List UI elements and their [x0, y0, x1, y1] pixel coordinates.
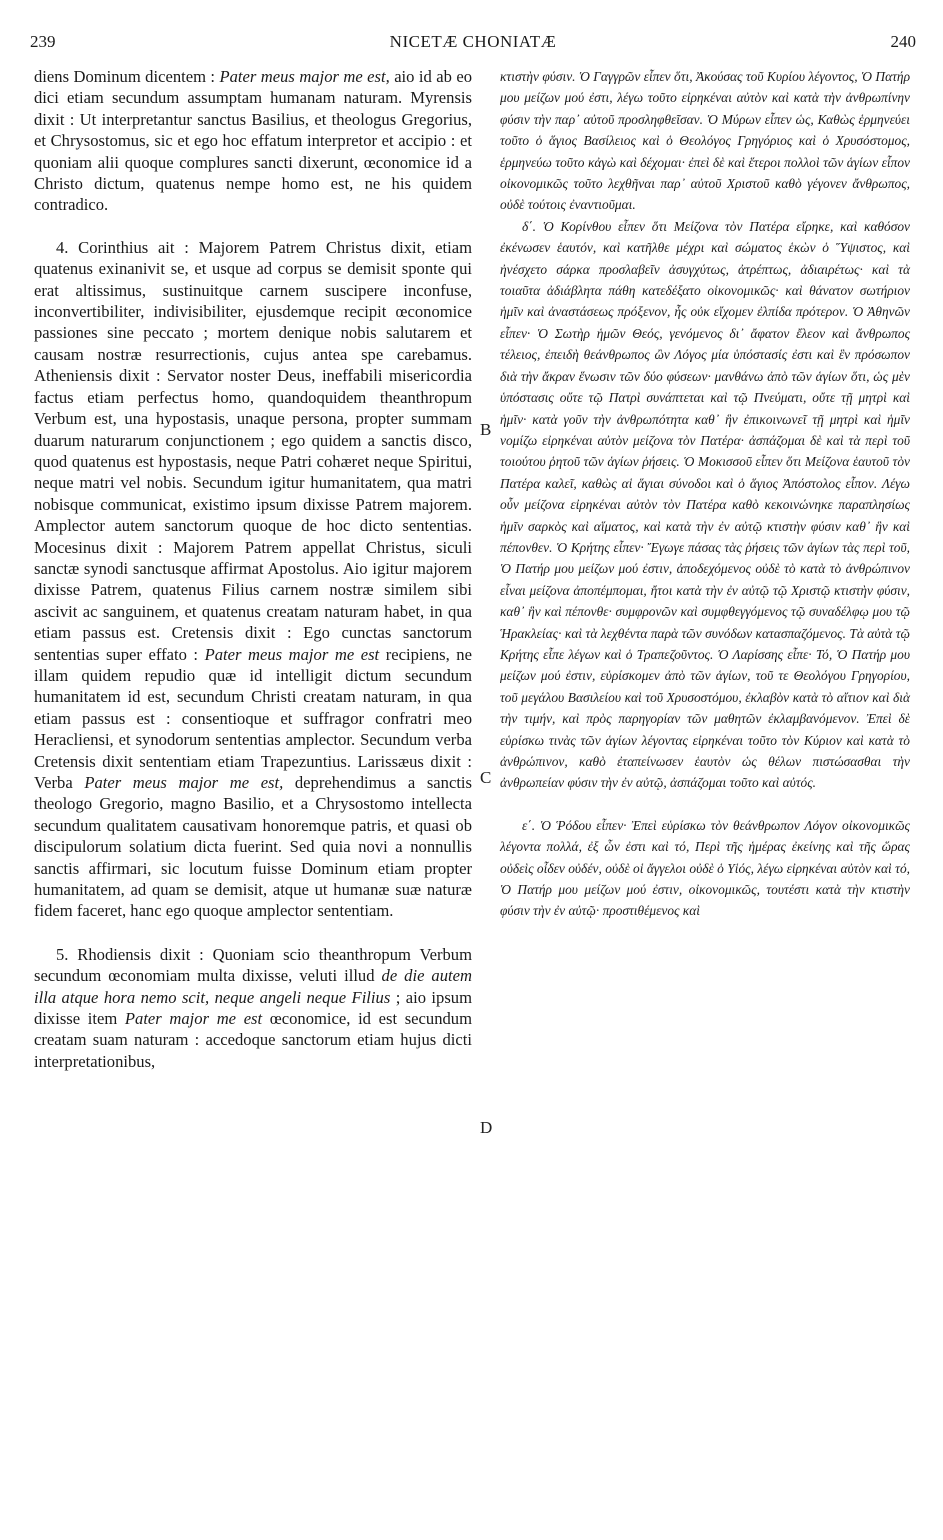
latin-text: diens Dominum dicentem :: [34, 67, 220, 86]
latin-italic-quote: Pater major me est: [124, 1009, 263, 1029]
greek-paragraph-3: ε΄. Ὁ Ῥόδου εἶπεν· Ἐπεὶ εὑρίσκω τὸν θεάνθρωπον Λόγον οἰκονομικῶς λέγοντα πολλά, ἐξ ὧν ἐστι καὶ τό, Περὶ τῆς ἡμέρας ἐκείνης καὶ τῆς ὥρας οὐδεὶς οἶδεν οὐδέν, οὐδὲ οἱ ἄγγελοι οὐδὲ ὁ Υἱός, λέγω εἰρηκέναι αὐτὸν καὶ τό, Ὁ Πατήρ μου μείζων μού ἐστιν, οἰκονομικῶς, τουτέστι κατὰ τὴν κτιστὴν φύσιν τὴν ἐν αὐτῷ· προστιθέμενος καὶ: [500, 817, 910, 919]
latin-paragraph-1: [34, 66, 472, 216]
latin-text: 4. Corinthius ait : Majorem Patrem Christus dixit, etiam quatenus exinanivit se, et usque ad corpus se demisit sponte qui erat altissimus, sustinuitque carnem suscipere inconfuse, inconvertibiliter, indivisibiliter, ejusdemque recipit œconomice passiones sine peccato ; mortem denique nobis salutarem et causam nostræ resurrectionis, cujus antea spe carebamus. Atheniensis dixit : Servator noster Deus, ineffabili misericordia factus etiam perfectus homo, quandoquidem theanthropum Verbum est, una hypostasis, unaque persona, propter summam duarum naturarum conjunctionem ; ego quidem a sanctis disco, quod quatenus est hypostasis, neque Patri cohæret neque Spiritui, neque matri vel nobis. Secundum igitur humanitatem, qua matri nobisque communicat, existimo ipsum dixisse Patrem majorem. Amplector autem sanctorum quoque de hoc dicto sententias. Mocesinus dixit : Majorem Patrem appellat Christus, siculi sanctæ synodi sanctusque affirmat Apostolus. Aio igitur majorem dixisse Patrem, quatenus Filius carnem nostræ similem sibi ascivit ac sanguinem, et quatenus creatam naturam habet, in qua etiam passus est. Cretensis dixit : Ego cunctas sanctorum sententias super effato :: [34, 237, 472, 664]
latin-italic-quote: Pater meus major me est,: [219, 67, 390, 86]
greek-paragraph-1: κτιστὴν φύσιν. Ὁ Γαγγρῶν εἶπεν ὅτι, Ἀκούσας τοῦ Κυρίου λέγοντος, Ὁ Πατήρ μου μείζων μού ἐστι, λέγω τοῦτο εἰρηκέναι αὐτὸν καὶ κατὰ τὴν ἀνθρωπίνην φύσιν τὴν παρ᾽ αὐτοῦ προσληφθεῖσαν. Ὁ Μύρων εἶπεν ὡς, Καθὼς ἑρμηνεύει τοῦτο ὁ ἅγιος Βασίλειος καὶ ὁ Θεολόγος Γρηγόριος καὶ ὁ Χρυσόστομος, ἑρμηνεύω τοῦτο κἀγὼ καὶ δέχομαι· ἐπεὶ δὲ καὶ ἕτεροι πολλοὶ τῶν ἁγίων εἶπον οἰκονομικῶς τοῦτο λεχθῆναι παρ᾽ αὐτοῦ Χριστοῦ καθὸ γέγονεν ἄνθρωπος, οὐδὲ τούτοις ἐναντιοῦμαι.: [500, 69, 910, 213]
latin-text: œconomice, id est secundum creatam suam naturam : accedoque sanctorum etiam hujus dicti interpretationibus,: [34, 1009, 472, 1071]
latin-text: recipiens, ne illam quidem repudio quæ id intelligit dictum secundum humanitatem id est, secundum Christi creatam naturam, in qua etiam passus est : consentioque et suffragor confratri meo Heracliensi, et synodorum sententias amplector. Secundum verba Cretensis dixit sententiam etiam Trapezuntius. Larissæus dixit : Verba: [34, 644, 472, 792]
latin-paragraph-2: [34, 237, 472, 922]
margin-letter-d: D: [480, 1118, 493, 1137]
margin-letter-b: B: [480, 420, 492, 439]
latin-italic-quote: Pater meus major me est,: [84, 773, 284, 792]
greek-paragraph-2: δ΄. Ὁ Κορίνθου εἶπεν ὅτι Μείζονα τὸν Πατέρα εἴρηκε, καὶ καθόσον ἐκένωσεν ἑαυτόν, καὶ κατῆλθε μέχρι καὶ σώματος ἑκὼν ὁ Ὕψιστος, καὶ ἠνέσχετο σάρκα προσλαβεῖν ἀσυγχύτως, ἀτρέπτως, ἀδιαιρέτως· καὶ τὰ τοιαῦτα ἀδιάβλητα πάθη κατεδέξατο οἰκονομικῶς· καὶ θάνατον σωτήριον ἡμῖν καὶ ἀναστάσεως πρόξενον, ἧς οὐκ εἴχομεν ἐλπίδα πρότερον. Ὁ Ἀθηνῶν εἶπεν· Ὁ Σωτὴρ ἡμῶν Θεός, γενόμενος δι᾽ ἄφατον ἔλεον καὶ ἄνθρωπος τέλειος, ἐπειδὴ θεάνθρωπος ὢν Λόγος μία ὑπόστασίς ἐστι καὶ ἓν πρόσωπον διὰ τὴν ἄκραν ἕνωσιν τῶν δύο φύσεων· μανθάνω ἀπὸ τῶν ἁγίων ὅτι, ὡς μὲν ὑπόστασις οὔτε τῷ Πατρὶ συνάπτεται καὶ τῷ Πνεύματι, οὔτε τῇ μητρὶ καὶ ἡμῖν· κατὰ γοῦν τὴν ἀνθρωπότητα καθ᾽ ἣν ἐπικοινωνεῖ τῇ μητρὶ καὶ ἡμῖν νομίζω εἰρηκέναι αὐτὸν μείζονα τὸν Πατέρα· ἀσπάζομαι δὲ καὶ τὰ περὶ τοῦ τοιούτου ῥητοῦ τῶν ἁγίων ῥήσεις. Ὁ Μοκισσοῦ εἶπεν ὅτι Μείζονα ἑαυτοῦ τὸν Πατέρα καλεῖ, καθὼς αἱ ἅγιαι σύνοδοι καὶ ὁ ἅγιος Ἀπόστολος εἶπον. Λέγω οὖν μείζονα εἰρηκέναι αὐτὸν τὸν Πατέρα καθὸ κεκοινώνηκε παραπλησίως ἡμῖν σαρκὸς καὶ αἵματος, καὶ κατὰ τὴν ἐν αὐτῷ κτιστὴν φύσιν καθ᾽ ἣν καὶ πέπονθεν. Ὁ Κρήτης εἶπεν· Ἔγωγε πάσας τὰς ῥήσεις τῶν ἁγίων τὰς περὶ τοῦ, Ὁ Πατήρ μου μείζων μού ἐστιν, ἀποδεχόμενος οὐδὲ τὸ κατὰ τὸ ἀνθρώπινον εἶναι μείζονα ἀποπέμπομαι, ἤτοι κατὰ τὴν ἐν αὐτῷ τῷ Χριστῷ κτιστὴν φύσιν, καθ᾽ ἣν καὶ πέπονθε· συμφρονῶν καὶ συμφθεγγόμενος τῷ συναδέλφῳ μου τῷ Ἡρακλείας· καὶ τὰ λεχθέντα παρὰ τῶν συνόδων κατασπαζόμενος. Τὰ αὐτὰ τῷ Κρήτης εἶπε λέγων καὶ ὁ Τραπεζοῦντος. Ὁ Λαρίσσης εἶπε· Τό, Ὁ Πατήρ μου μείζων μού ἐστιν, εὑρίσκομεν ἀπὸ τῶν ἁγίων, τοῦ τε Θεολόγου Γρηγορίου, τοῦ μεγάλου Βασιλείου καὶ τοῦ Χρυσοστόμου, ἐκλαβὸν κατὰ τὸ αἴτιον καὶ διὰ τὴν τιμήν, καὶ πρὸς παρηγορίαν τῶν μαθητῶν ἐκλαμβανόμενον. Ἐπεὶ δὲ εὑρίσκω τινὰς τῶν ἁγίων λέγοντας εἰρηκέναι τοῦτο τὸν Κύριον καὶ κατὰ τὸ ἀνθρώπινον, καθὸ ἐταπείνωσεν ἑαυτὸν ὡς θέλων πιστώσασθαι τὴν ἀνθρωπείαν φύσιν τὴν ἐν αὐτῷ, ἀσπάζομαι τοῦτο καὶ αὐτός.: [500, 218, 910, 791]
latin-text: 5. Rhodiensis dixit : Quoniam scio theanthropum Verbum secundum œconomiam multa dixisse, veluti illud: [34, 944, 472, 986]
margin-letter-c: C: [480, 768, 492, 787]
latin-paragraph-3: [34, 944, 472, 1072]
latin-text: aio id ab eo dici etiam secundum assumptam humanam naturam. Myrensis dixit : Ut interpretantur sanctus Basilius, et theologus Gregorius, et Chrysostomus, sic et ego hoc effatum interpretor et accipio : et quoniam alii quoque complures sancti dixerunt, œconomice id a Christo dictum, quatenus nempe homo est, ne his quidem contradico.: [34, 67, 472, 215]
greek-column: [500, 66, 910, 922]
page-number-left: 239: [30, 32, 56, 51]
latin-italic-quote: Pater meus major me est: [204, 644, 380, 664]
latin-italic-quote: de die autem illa atque hora nemo scit, neque angeli neque Filius: [34, 966, 472, 1007]
latin-column: [34, 66, 472, 1072]
page-number-right: 240: [890, 32, 916, 51]
running-header: [30, 32, 916, 54]
latin-text: deprehendimus a sanctis theologo Gregorio, magno Basilio, et a Chrysostomo intellecta secundum qualitatem causativam honoremque patris, et quasi ob discipulorum solatium dicta fuerint. Sed quia novi a nonnullis sanctis affirmari, sic locutum fuisse Dominum etiam propter humanitatem, ad quam se demisit, atque ut humanæ suæ naturæ fidem faceret, hanc ego quoque amplector sententiam.: [34, 773, 472, 921]
running-title: NICETÆ CHONIATÆ: [389, 32, 557, 51]
latin-text: ; aio ipsum dixisse item: [34, 987, 472, 1029]
